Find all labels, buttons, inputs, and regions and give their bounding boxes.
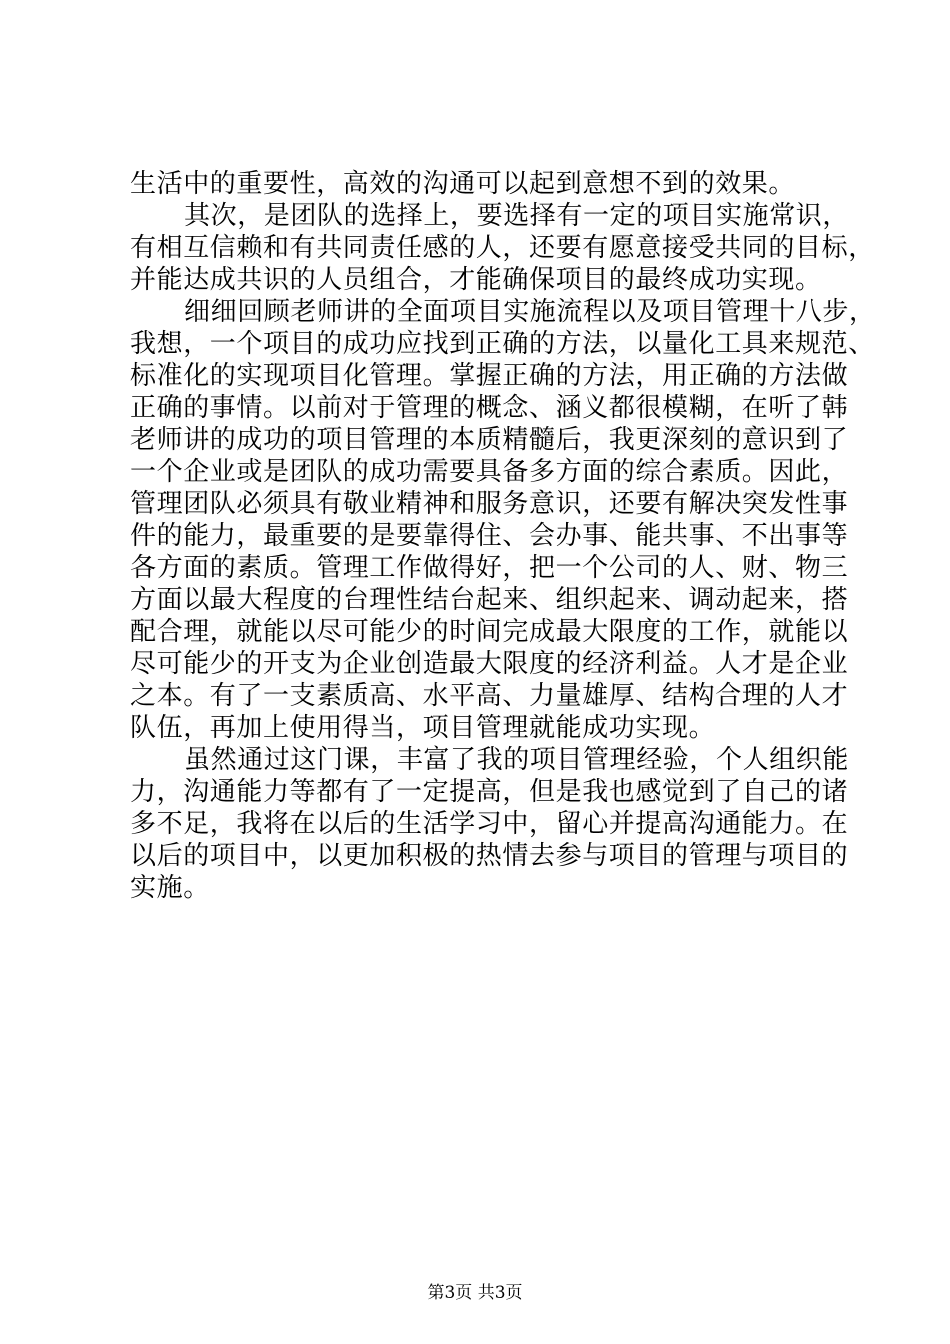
paragraph-line: 队伍，再加上使用得当，项目管理就能成功实现。 (130, 713, 716, 743)
paragraph-line: 正确的事情。以前对于管理的概念、涵义都很模糊，在听了韩 (130, 393, 849, 423)
paragraph-line: 件的能力，最重要的是要靠得住、会办事、能共事、不出事等 (130, 521, 849, 551)
paragraph-line: 实施。 (130, 873, 210, 903)
paragraph-line: 其次，是团队的选择上，要选择有一定的项目实施常识， (184, 201, 850, 231)
paragraph-line: 虽然通过这门课，丰富了我的项目管理经验，个人组织能 (184, 745, 850, 775)
paragraph-line: 力，沟通能力等都有了一定提高，但是我也感觉到了自己的诸 (130, 777, 849, 807)
paragraph-line: 配合理，就能以尽可能少的时间完成最大限度的工作，就能以 (130, 617, 849, 647)
paragraph-line: 管理团队必须具有敬业精神和服务意识，还要有解决突发性事 (130, 489, 849, 519)
paragraph-line: 老师讲的成功的项目管理的本质精髓后，我更深刻的意识到了 (130, 425, 849, 455)
paragraph-line: 标准化的实现项目化管理。掌握正确的方法，用正确的方法做 (130, 361, 849, 391)
paragraph-line: 方面以最大程度的台理性结台起来、组织起来、调动起来，搭 (130, 585, 849, 615)
paragraph-line: 之本。有了一支素质高、水平高、力量雄厚、结构合理的人才 (130, 681, 849, 711)
paragraph-line: 细细回顾老师讲的全面项目实施流程以及项目管理十八步， (184, 297, 876, 327)
paragraph-line: 以后的项目中，以更加积极的热情去参与项目的管理与项目的 (130, 841, 849, 871)
paragraph-line: 尽可能少的开支为企业创造最大限度的经济利益。人才是企业 (130, 649, 849, 679)
document-body (130, 168, 876, 904)
paragraph-line: 有相互信赖和有共同责任感的人，还要有愿意接受共同的目标， (130, 233, 875, 263)
paragraph-line: 我想，一个项目的成功应找到正确的方法，以量化工具来规范、 (130, 329, 875, 359)
paragraph-line: 并能达成共识的人员组合，才能确保项目的最终成功实现。 (130, 265, 822, 295)
paragraph-line: 多不足，我将在以后的生活学习中，留心并提高沟通能力。在 (130, 809, 849, 839)
paragraph-line: 一个企业或是团队的成功需要具备多方面的综合素质。因此， (130, 457, 849, 487)
paragraph-line: 各方面的素质。管理工作做得好，把一个公司的人、财、物三 (130, 553, 849, 583)
paragraph-line: 生活中的重要性，高效的沟通可以起到意想不到的效果。 (130, 169, 796, 199)
page-footer: 第3页 共3页 (427, 1283, 523, 1303)
